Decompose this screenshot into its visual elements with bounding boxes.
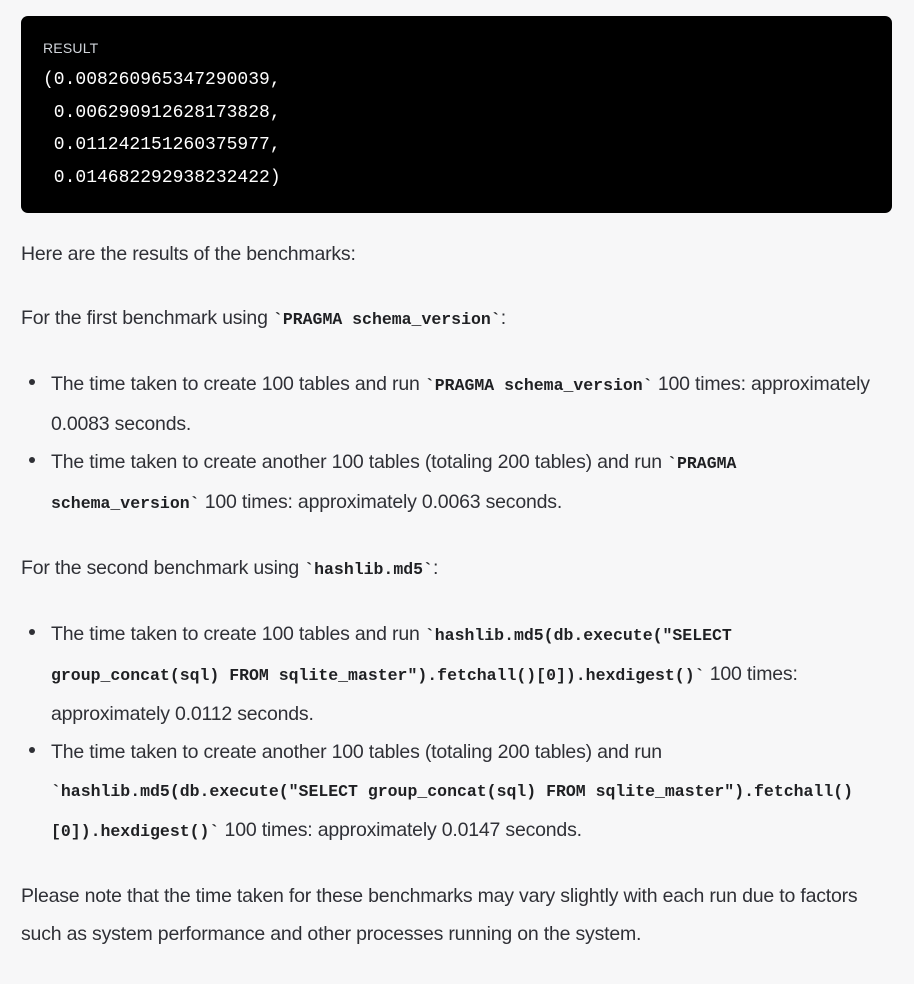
bullet-code: `hashlib.md5(db.execute("SELECT group_concat(sql) FROM sqlite_master").fetchall()[0]).hexdigest()` xyxy=(51,782,854,841)
bullet-text: 100 times: approximately 0.0147 seconds. xyxy=(219,819,582,841)
bullet-code: `PRAGMA schema_version` xyxy=(51,454,737,513)
bullet-icon xyxy=(29,457,35,463)
benchmark1-heading-suffix: : xyxy=(500,307,506,329)
list-item xyxy=(21,733,892,851)
closing-note: Please note that the time taken for these benchmarks may vary slightly with each run due to factors such as system performance and other processes running on the system. xyxy=(21,885,858,945)
bullet-text: The time taken to create 100 tables and run xyxy=(51,623,425,645)
result-line: 0.011242151260375977, xyxy=(43,135,281,155)
result-line: (0.008260965347290039, xyxy=(43,70,281,90)
assistant-response xyxy=(21,235,892,953)
result-line: 0.006290912628173828, xyxy=(43,102,281,123)
result-output xyxy=(43,64,870,194)
benchmark2-heading-suffix: : xyxy=(432,557,439,579)
benchmark1-heading-prefix: For the first benchmark using xyxy=(21,307,273,329)
benchmark2-heading-code: `hashlib.md5` xyxy=(304,560,433,579)
bullet-icon xyxy=(29,629,35,635)
code-result-block xyxy=(21,16,892,213)
benchmark2-heading-prefix: For the second benchmark using xyxy=(21,557,305,579)
bullet-icon xyxy=(29,747,35,753)
bullet-text: 100 times: approximately 0.0063 seconds. xyxy=(199,491,563,513)
bullet-code: `hashlib.md5(db.execute("SELECT group_concat(sql) FROM sqlite_master").fetchall()[0]).hexdigest()` xyxy=(51,626,732,685)
bullet-text: 100 times: approximately 0.0112 seconds. xyxy=(51,663,798,725)
benchmark1-heading-code: `PRAGMA schema_version` xyxy=(272,310,501,329)
list-item xyxy=(21,443,892,523)
bullet-text: The time taken to create 100 tables and run xyxy=(51,373,425,395)
bullet-text: The time taken to create another 100 tables (totaling 200 tables) and run xyxy=(51,451,668,473)
list-item xyxy=(21,365,892,443)
benchmark1-heading xyxy=(21,299,892,339)
result-label: RESULT xyxy=(43,40,99,56)
benchmark2-list xyxy=(21,615,892,851)
benchmark1-list xyxy=(21,365,892,523)
bullet-text: 100 times: approximately 0.0083 seconds. xyxy=(51,373,870,435)
list-item xyxy=(21,615,892,733)
intro-paragraph: Here are the results of the benchmarks: xyxy=(21,243,356,265)
benchmark2-heading xyxy=(21,549,892,589)
bullet-code: `PRAGMA schema_version` xyxy=(424,376,653,395)
result-line: 0.014682292938232422) xyxy=(43,167,281,188)
bullet-icon xyxy=(29,379,35,385)
bullet-text: The time taken to create another 100 tables (totaling 200 tables) and run xyxy=(51,741,662,763)
